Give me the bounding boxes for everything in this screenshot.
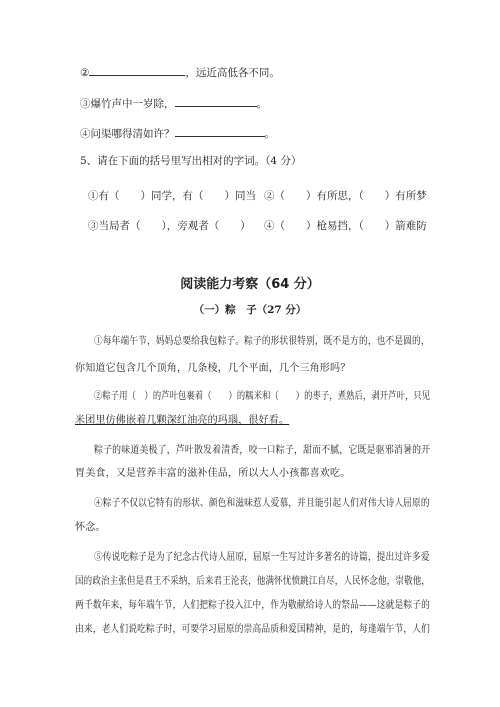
paragraph-3-line: 胃美食，又是营养丰富的滋补佳品，所以大人小孩都喜欢吃。 — [75, 468, 351, 479]
word-pair-4: ④（ ）枪易挡，（ ）箭难防 — [264, 220, 427, 232]
question-5-prompt: 5、请在下面的括号里写出相对的字词。（4 分） — [80, 155, 302, 167]
fill-blank-prefix: ② — [80, 67, 90, 79]
fill-blank-line-2 — [80, 65, 280, 80]
word-pair-3: ③当局者（ ），旁观者（ ） — [88, 220, 251, 232]
paragraph-5-line: 两千数年来，每年端午节，人们把粽子投入江中，作为敬献给诗人的祭品——这就是粽子的 — [75, 600, 430, 611]
paragraph-2-line: ②粽子用（ ）的芦叶包裹着（ ）的糯米和（ ）的枣子，煮熟后，剥开芦叶，只见 — [94, 391, 431, 402]
word-pair-1: ①有（ ）同学，有（ ）同当 — [88, 190, 256, 202]
paragraph-5-line: 由来，老人们说吃粽子时，可要学习屈原的崇高品质和爱国精神，是的，每逢端午节，人们 — [75, 624, 430, 635]
passage-title: （一）粽 子（27 分） — [193, 304, 307, 316]
fill-blank-prefix: ④问渠哪得清如许？ — [80, 128, 175, 140]
fill-blank-line-4 — [80, 126, 275, 141]
paragraph-5-line: ⑤传说吃粽子是为了纪念古代诗人屈原，屈原一生写过许多著名的诗篇，提出过许多爱 — [94, 552, 430, 563]
answer-blank[interactable] — [89, 65, 185, 76]
answer-blank[interactable] — [175, 126, 265, 137]
fill-blank-prefix: ③爆竹声中一岁除， — [80, 98, 175, 110]
paragraph-3-line: 粽子的味道美极了，芦叶散发着清香，咬一口粽子，甜而不腻，它既是驱邪消暑的开 — [94, 445, 431, 456]
paragraph-4-line: 怀念。 — [75, 522, 106, 533]
fill-blank-suffix: 。 — [256, 98, 267, 110]
answer-blank[interactable] — [175, 96, 257, 107]
word-pair-2: ②（ ）有所思，（ ）有所梦 — [264, 190, 427, 202]
paragraph-1-line: ①每年端午节，妈妈总要给我包粽子。粽子的形状很特别，既不是方的，也不是圆的， — [94, 336, 430, 347]
section-title: 阅读能力考察（64 分） — [180, 277, 320, 292]
paragraph-5-line: 国的政治主张但是君王不采纳，后来君王沦丧，他满怀忧愤跳江自尽，人民怀念他，崇敬他， — [75, 576, 431, 587]
paragraph-4-line: ④粽子不仅以它特有的形状、颜色和滋味惹人爱慕，并且能引起人们对伟大诗人屈原的 — [94, 498, 430, 509]
paragraph-2-line: 米团里仿佛嵌着几颗深红油亮的玛瑙，很好看。 — [75, 415, 290, 426]
fill-blank-suffix: ，远近高低各不同。 — [185, 67, 280, 79]
fill-blank-line-3 — [80, 96, 267, 111]
paragraph-1-line: 你知道它包含几个顶角，几条棱，几个平面，几个三角形吗？ — [75, 363, 351, 374]
fill-blank-suffix: 。 — [264, 128, 275, 140]
